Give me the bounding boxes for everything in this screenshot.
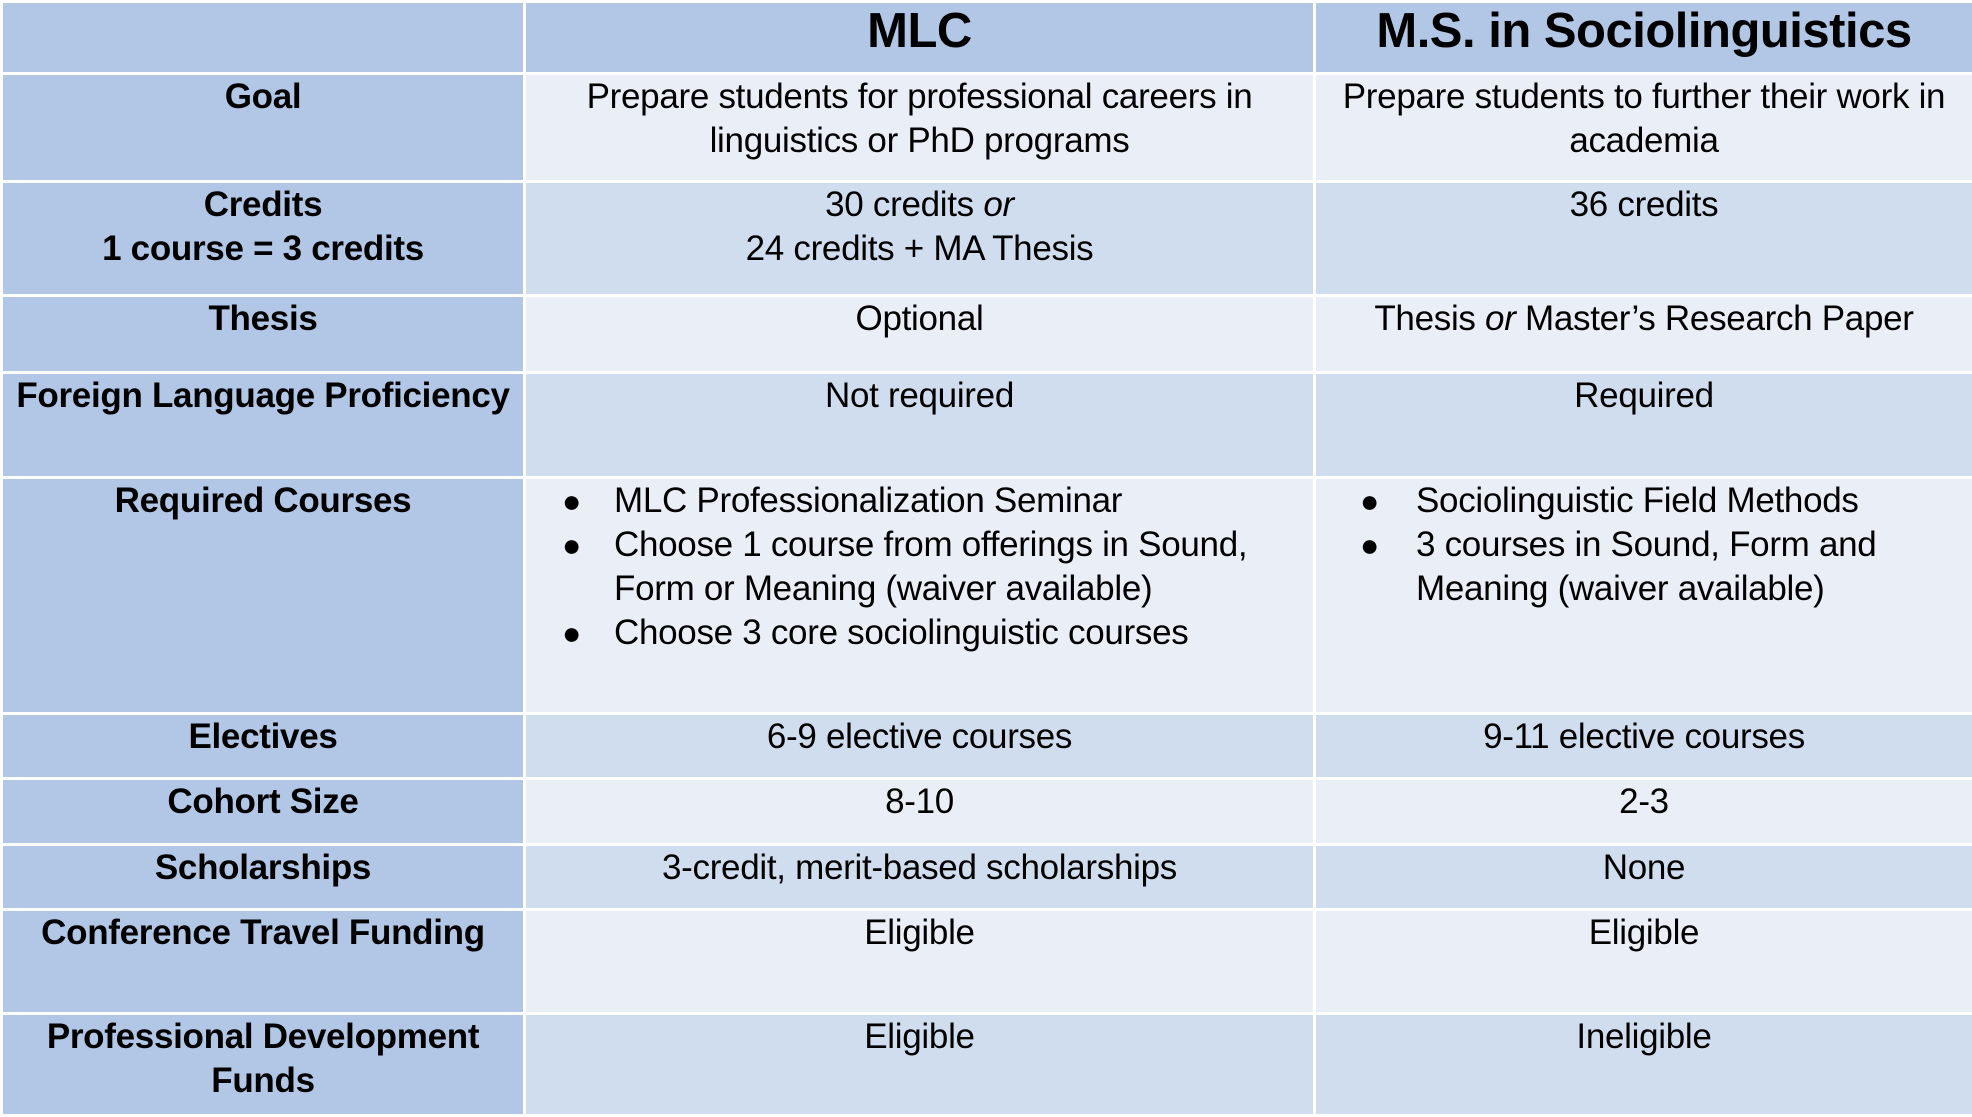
list-item-text: Choose 3 core sociolinguistic courses: [614, 613, 1188, 652]
cell-cohort-size-mlc: 8-10: [525, 779, 1315, 845]
credits-mlc-text: 30 credits: [825, 185, 983, 224]
label-required-courses: Required Courses: [2, 478, 525, 714]
label-credits: [2, 182, 525, 296]
row-electives: [2, 714, 1972, 779]
label-cohort-size: Cohort Size: [2, 779, 525, 845]
label-thesis: Thesis: [2, 296, 525, 373]
header-ms-sociolinguistics: M.S. in Sociolinguistics: [1315, 2, 1972, 74]
label-goal: Goal: [2, 74, 525, 182]
cell-required-courses-mlc: [525, 478, 1315, 714]
list-item-text: 3 courses in Sound, Form and Meaning (waiver available): [1416, 525, 1876, 608]
credits-mlc-or: or: [983, 185, 1014, 224]
cell-electives-mlc: 6-9 elective courses: [525, 714, 1315, 779]
row-thesis: [2, 296, 1972, 373]
cell-thesis-mlc: Optional: [525, 296, 1315, 373]
bullet-icon: ●: [1360, 479, 1379, 523]
header-mlc: MLC: [525, 2, 1315, 74]
list-item-text: Choose 1 course from offerings in Sound, Form or Meaning (waiver available): [614, 525, 1247, 608]
label-scholarships: Scholarships: [2, 845, 525, 910]
cell-goal-ms: Prepare students to further their work in academia: [1315, 74, 1972, 182]
list-item: [526, 523, 1313, 611]
row-professional-development: [2, 1014, 1972, 1116]
cell-thesis-ms: [1315, 296, 1972, 373]
row-conference-travel: [2, 910, 1972, 1014]
cell-professional-development-mlc: Eligible: [525, 1014, 1315, 1116]
label-credits-title: Credits: [3, 183, 523, 227]
cell-scholarships-ms: None: [1315, 845, 1972, 910]
label-electives: Electives: [2, 714, 525, 779]
thesis-ms-b: Master’s Research Paper: [1516, 299, 1914, 338]
mlc-required-list: [526, 479, 1313, 655]
list-item-text: Sociolinguistic Field Methods: [1416, 481, 1859, 520]
label-professional-development: [2, 1014, 525, 1116]
row-goal: [2, 74, 1972, 182]
credits-mlc-line1: [526, 183, 1313, 227]
row-foreign-language: [2, 373, 1972, 478]
thesis-ms-a: Thesis: [1374, 299, 1485, 338]
cell-conference-travel-ms: Eligible: [1315, 910, 1972, 1014]
cell-credits-mlc: [525, 182, 1315, 296]
cell-foreign-language-mlc: Not required: [525, 373, 1315, 478]
row-cohort-size: [2, 779, 1972, 845]
list-item: [1316, 523, 1972, 611]
thesis-ms-or: or: [1485, 299, 1516, 338]
header-corner: [2, 2, 525, 74]
cell-professional-development-ms: Ineligible: [1315, 1014, 1972, 1116]
header-row: [2, 2, 1972, 74]
cell-electives-ms: 9-11 elective courses: [1315, 714, 1972, 779]
ms-required-list: [1316, 479, 1972, 611]
cell-goal-mlc: Prepare students for professional careers in linguistics or PhD programs: [525, 74, 1315, 182]
bullet-icon: ●: [562, 523, 581, 567]
cell-credits-ms: 36 credits: [1315, 182, 1972, 296]
cell-scholarships-mlc: 3-credit, merit-based scholarships: [525, 845, 1315, 910]
list-item: [1316, 479, 1972, 523]
cell-cohort-size-ms: 2-3: [1315, 779, 1972, 845]
label-pd-line2: Funds: [3, 1059, 523, 1103]
bullet-icon: ●: [562, 479, 581, 523]
bullet-icon: ●: [1360, 523, 1379, 567]
bullet-icon: ●: [562, 611, 581, 655]
credits-mlc-line2: 24 credits + MA Thesis: [526, 227, 1313, 271]
label-pd-line1: Professional Development: [3, 1015, 523, 1059]
row-credits: [2, 182, 1972, 296]
row-scholarships: [2, 845, 1972, 910]
label-conference-travel: Conference Travel Funding: [2, 910, 525, 1014]
cell-foreign-language-ms: Required: [1315, 373, 1972, 478]
row-required-courses: [2, 478, 1972, 714]
list-item: [526, 479, 1313, 523]
list-item: [526, 611, 1313, 655]
label-foreign-language: Foreign Language Proficiency: [2, 373, 525, 478]
list-item-text: MLC Professionalization Seminar: [614, 481, 1122, 520]
label-credits-note: 1 course = 3 credits: [3, 227, 523, 271]
cell-conference-travel-mlc: Eligible: [525, 910, 1315, 1014]
cell-required-courses-ms: [1315, 478, 1972, 714]
